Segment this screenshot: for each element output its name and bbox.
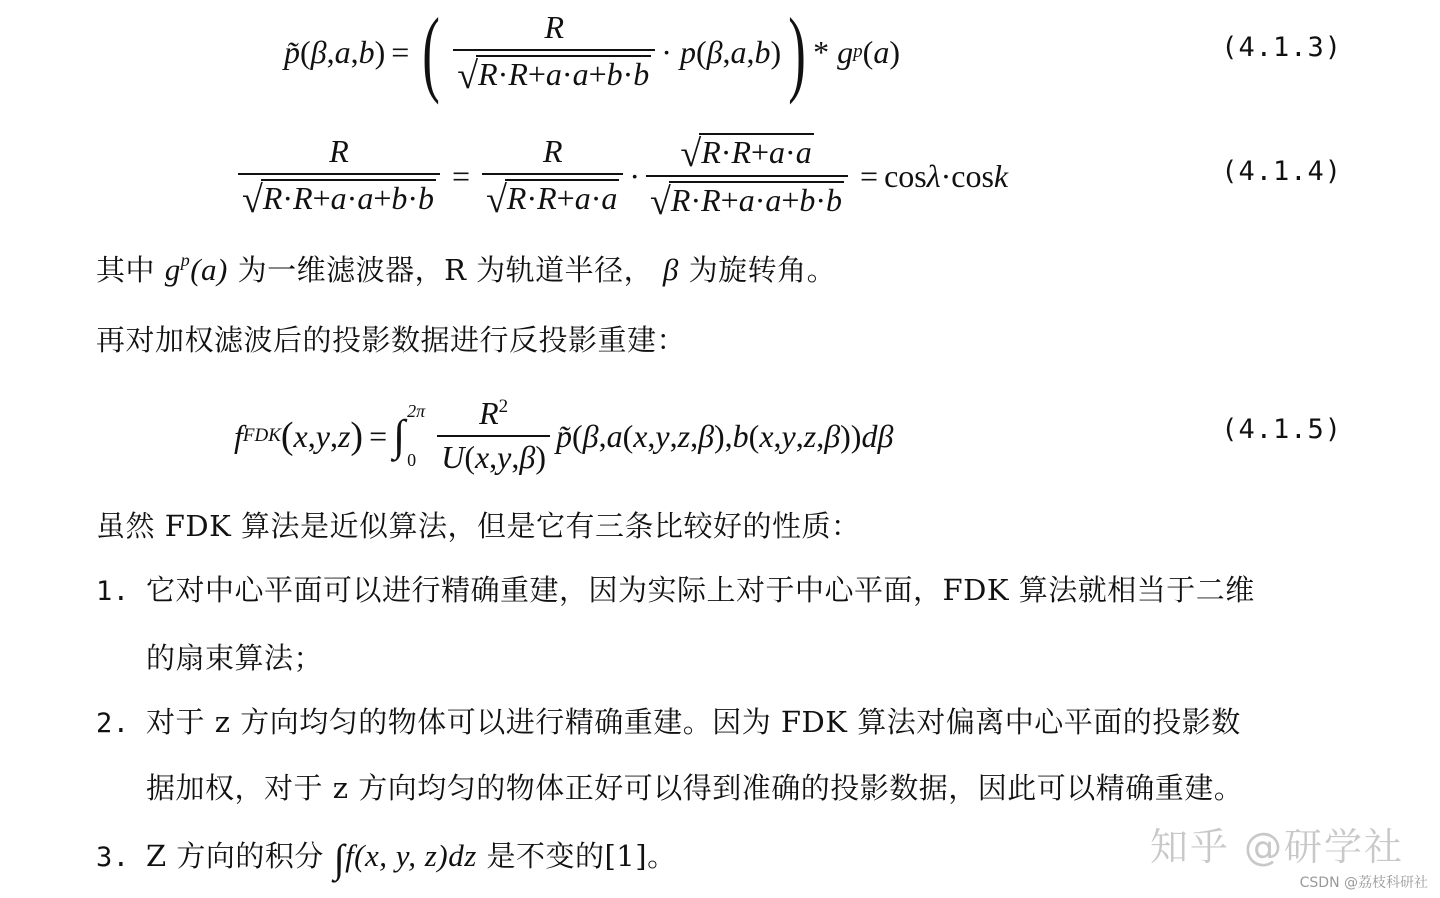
equation-number: (4.1.4) <box>1221 156 1342 187</box>
text-segment: 为旋转角。 <box>688 253 837 287</box>
text-segment: 其中 <box>96 253 156 287</box>
math-a: (a) <box>190 252 228 287</box>
paragraph-backprojection: 再对加权滤波后的投影数据进行反投影重建： <box>96 323 687 357</box>
text-segment: 为一维滤波器，R 为轨道半径， <box>237 253 654 287</box>
equation-4-1-4 <box>0 128 1440 224</box>
paragraph-properties-intro: 虽然 FDK 算法是近似算法，但是它有三条比较好的性质： <box>96 509 861 543</box>
watermark: 知乎 @研学社 <box>1149 825 1404 869</box>
equation-4-1-3 <box>0 0 1440 105</box>
integral-symbol: ∫ <box>333 836 346 881</box>
list-item <box>96 834 677 882</box>
math-beta: β <box>662 252 679 287</box>
list-item-continuation: 的扇束算法； <box>146 641 324 675</box>
math-g-superscript: p <box>180 250 191 270</box>
list-item-continuation: 据加权，对于 z 方向均匀的物体正好可以得到准确的投影数据，因此可以精确重建。 <box>146 771 1244 805</box>
list-text: 对于 z 方向均匀的物体可以进行精确重建。因为 FDK 算法对偏离中心平面的投影数 <box>146 705 1241 739</box>
math-integrand: f(x, y, z)dz <box>345 838 477 873</box>
list-item <box>96 568 1255 609</box>
credit-label: CSDN @荔枝科研社 <box>1299 875 1428 891</box>
equation-4-1-5 <box>0 388 1440 484</box>
equation-4-1-3-body: p̃ ( β , a , b ) = ( R √ R·R+a·a+b·b · p ( β , a , b ) ) * g p ( a ) <box>284 0 900 105</box>
list-text: 是不变的[1]。 <box>486 839 677 873</box>
math-g: g <box>164 252 181 287</box>
list-item <box>96 700 1241 741</box>
paragraph-filter-definition <box>96 248 836 289</box>
list-text: 它对中心平面可以进行精确重建，因为实际上对于中心平面，FDK 算法就相当于二维 <box>146 573 1255 607</box>
list-text: Z 方向的积分 <box>146 839 324 873</box>
list-number: 3. <box>96 842 130 873</box>
list-number: 1. <box>96 576 130 607</box>
equation-number: (4.1.5) <box>1221 414 1342 445</box>
equation-4-1-4-body: R √ R·R+a·a+b·b = R √ R·R+a·a · √ R·R+a·a √ R·R+a·a+b·b = cos λ ·cos k <box>232 128 1008 224</box>
equation-number: (4.1.3) <box>1221 32 1342 63</box>
list-number: 2. <box>96 708 130 739</box>
equation-4-1-5-body: f FDK ( x , y , z ) = ∫ 2π 0 $R^2$ U ( x , y , β ) p̃ ( β , a ( x , y , z , β ), b ( x , y , z , β )) dβ <box>234 395 894 475</box>
